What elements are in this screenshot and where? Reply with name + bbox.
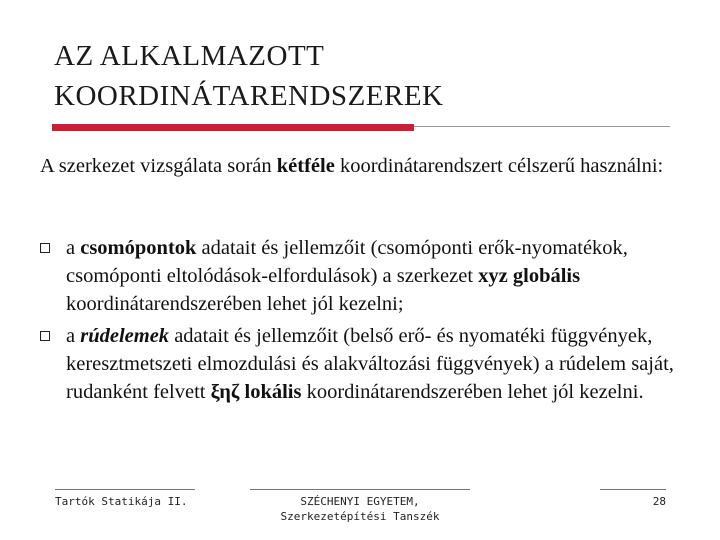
footer-line-right	[600, 489, 666, 490]
bullet-text: adatait és jellemzőit (csomóponti erők-nyomatékok, csomóponti eltolódások-elfordulások) a szerkezet	[66, 237, 628, 287]
footer-institution-line-1: SZÉCHENYI EGYETEM,	[300, 495, 420, 508]
bullet-text: koordinátarendszerében lehet jól kezelni;	[66, 293, 404, 315]
footer-line-left	[55, 489, 195, 490]
slide-title	[54, 36, 694, 116]
bullet-bold-term: xyz globális	[478, 265, 581, 287]
bullet-text: koordinátarendszerében lehet jól kezelni.	[301, 381, 644, 403]
intro-bold: kétféle	[276, 155, 335, 177]
bullet-bold-term: rúdelemek	[80, 325, 170, 347]
footer-institution	[250, 494, 470, 524]
bullet-bold-term: ξηζ lokális	[210, 381, 302, 403]
square-bullet-icon	[40, 243, 50, 253]
footer-institution-line-2: Szerkezetépítési Tanszék	[280, 510, 440, 523]
bullet-list	[40, 234, 690, 410]
footer-line-center	[250, 489, 470, 490]
title-line-1: AZ ALKALMAZOTT	[54, 40, 325, 72]
bullet-item-nodes	[40, 234, 690, 318]
footer-course-name: Tartók Statikája II.	[55, 495, 188, 508]
intro-suffix: koordinátarendszert célszerű használni:	[334, 155, 664, 177]
square-bullet-icon	[40, 331, 50, 341]
bullet-item-members	[40, 322, 690, 406]
intro-prefix: A szerkezet vizsgálata során	[40, 155, 277, 177]
intro-paragraph	[40, 152, 680, 180]
title-line-2: KOORDINÁTARENDSZEREK	[54, 80, 444, 112]
bullet-bold-term: csomópontok	[80, 237, 197, 259]
bullet-text: adatait és jellemzőit (belső erő- és nyomatéki függvények, keresztmetszeti elmozdulási és alakváltozási függvények) a rúdelem saját, rudanként felvett	[66, 325, 674, 403]
bullet-text: a	[66, 325, 81, 347]
footer-page-number: 28	[652, 495, 666, 508]
title-underline-red	[52, 124, 414, 131]
bullet-text: a	[66, 237, 81, 259]
